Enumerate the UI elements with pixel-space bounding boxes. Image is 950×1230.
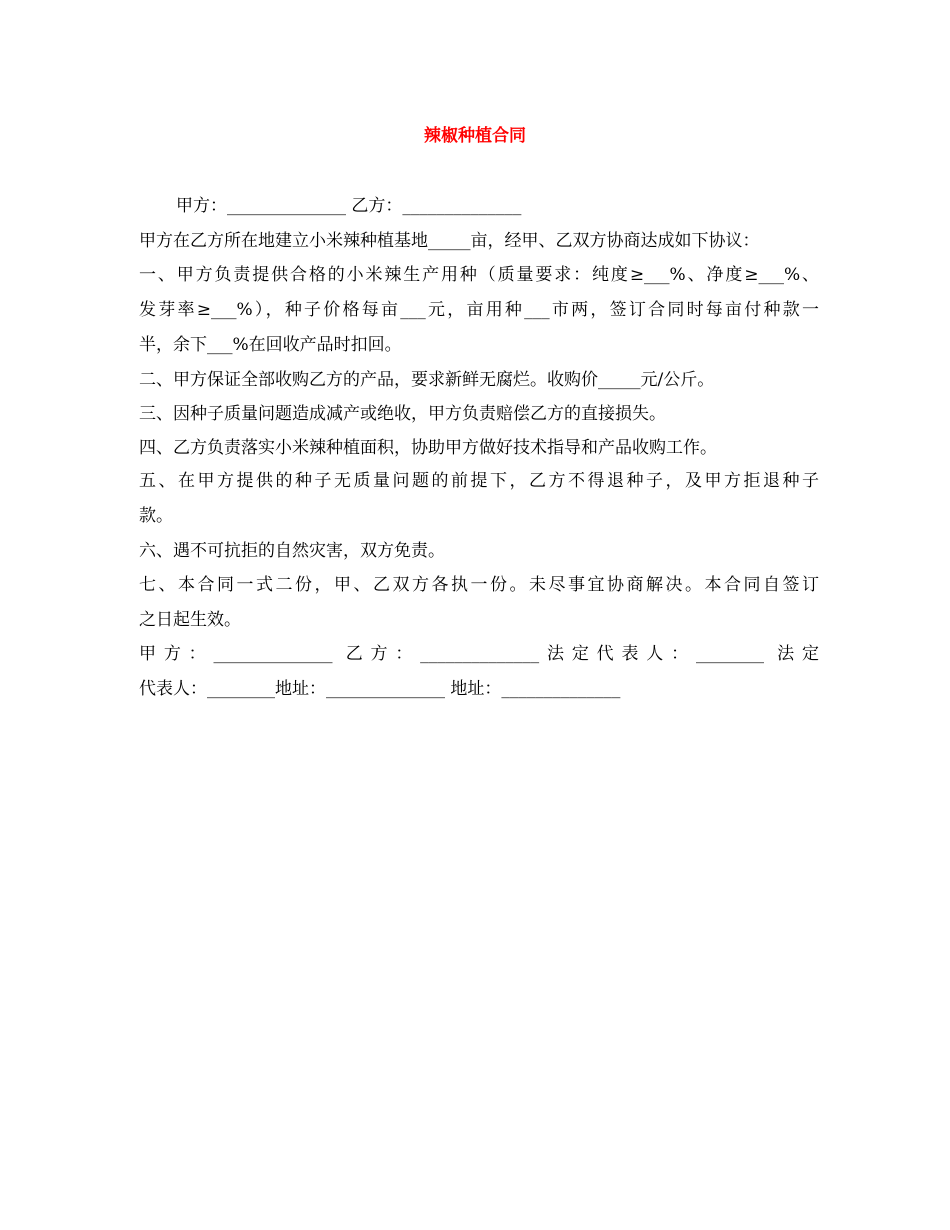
clause-1-line-1: 一、甲方负责提供合格的小米辣生产用种（质量要求：纯度≥___%、净度≥___%、 bbox=[139, 265, 819, 285]
clause-7-line-1: 七、本合同一式二份，甲、乙双方各执一份。未尽事宜协商解决。本合同自签订 bbox=[139, 575, 819, 595]
clause-6-line: 六、遇不可抗拒的自然灾害，双方免责。 bbox=[139, 541, 445, 561]
clause-3-line: 三、因种子质量问题造成减产或绝收，甲方负责赔偿乙方的直接损失。 bbox=[139, 404, 666, 424]
signature-line-2: 代表人：________地址：______________ 地址：______________ bbox=[139, 679, 621, 699]
intro-line: 甲方在乙方所在地建立小米辣种植基地_____亩，经甲、乙双方协商达成如下协议： bbox=[139, 231, 760, 251]
signature-line-1: 甲方：______________ 乙方：______________法定代表人：________ 法定 bbox=[139, 644, 819, 664]
party-header-line bbox=[139, 195, 819, 217]
clause-4-line: 四、乙方负责落实小米辣种植面积，协助甲方做好技术指导和产品收购工作。 bbox=[139, 438, 717, 458]
document-title: 辣椒种植合同 bbox=[424, 126, 526, 146]
clause-5-line-2: 款。 bbox=[139, 506, 173, 526]
clause-5-line-1: 五、在甲方提供的种子无质量问题的前提下，乙方不得退种子，及甲方拒退种子 bbox=[139, 471, 819, 491]
clause-1-line-2: 发芽率≥___%），种子价格每亩___元，亩用种___市两，签订合同时每亩付种款一 bbox=[139, 300, 819, 320]
party-header-text: 甲方：______________ 乙方：______________ bbox=[176, 196, 522, 216]
clause-2-line: 二、甲方保证全部收购乙方的产品，要求新鲜无腐烂。收购价_____元/公斤。 bbox=[139, 370, 715, 390]
clause-7-line-2: 之日起生效。 bbox=[139, 610, 241, 630]
clause-1-line-3: 半，余下___%在回收产品时扣回。 bbox=[139, 335, 402, 355]
